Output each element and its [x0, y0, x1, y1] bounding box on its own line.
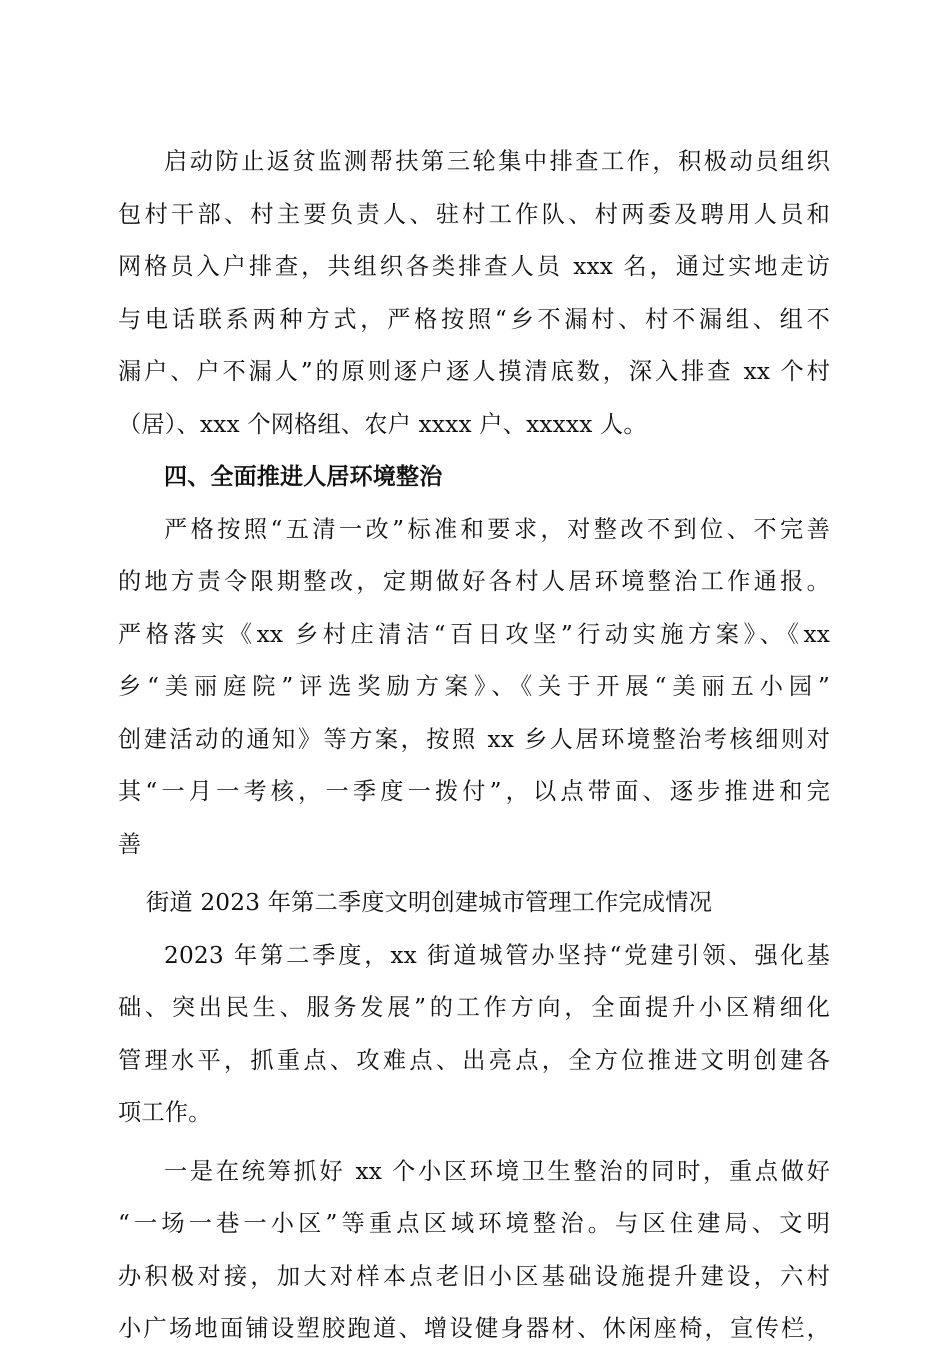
text-line: 包村干部、村主要负责人、驻村工作队、村两委及聘用人员和	[118, 200, 830, 228]
document-body	[118, 136, 830, 1356]
text-line: 办积极对接，加大对样本点老旧小区基础设施提升建设，六村	[118, 1262, 830, 1290]
text-line: 其“一月一考核，一季度一拨付”，以点带面、逐步推进和完	[118, 778, 830, 805]
text-line: 与电话联系两种方式，严格按照“乡不漏村、村不漏组、组不	[118, 305, 830, 333]
text-line: 善	[118, 830, 142, 858]
text-line: 严格落实《xx 乡村庄清洁“百日攻坚”行动实施方案》、《xx	[118, 620, 830, 648]
text-line: 网格员入户排查，共组织各类排查人员 xxx 名，通过实地走访	[118, 253, 830, 280]
paragraph-quarter-summary	[118, 930, 830, 1140]
text-line: 项工作。	[118, 1099, 212, 1126]
text-line: 启动防止返贫监测帮扶第三轮集中排查工作，积极动员组织	[164, 148, 830, 175]
text-line: 础、突出民生、服务发展”的工作方向，全面提升小区精细化	[118, 994, 830, 1021]
paragraph-poverty-monitoring	[118, 136, 830, 451]
text-line: 管理水平，抓重点、攻难点、出亮点，全方位推进文明创建各	[118, 1046, 830, 1074]
paragraph-environment-rectification	[118, 504, 830, 872]
section-heading: 四、全面推进人居环境整治	[164, 464, 443, 490]
text-line: 创建活动的通知》等方案，按照 xx 乡人居环境整治考核细则对	[118, 725, 830, 753]
text-line: 严格按照“五清一改”标准和要求，对整改不到位、不完善	[164, 515, 830, 543]
text-line: （居）、xxx 个网格组、农户 xxxx 户、xxxxx 人。	[118, 410, 647, 438]
text-line: 小广场地面铺设塑胶跑道、增设健身器材、休闲座椅，宣传栏，	[118, 1315, 830, 1342]
text-line: 2023 年第二季度，xx 街道城管办坚持“党建引领、强化基	[164, 941, 830, 969]
document-subtitle: 街道 2023 年第二季度文明创建城市管理工作完成情况	[146, 889, 713, 916]
paragraph-key-areas	[118, 1146, 830, 1356]
text-line: “一场一巷一小区”等重点区域环境整治。与区住建局、文明	[118, 1210, 830, 1237]
text-line: 的地方责令限期整改，定期做好各村人居环境整治工作通报。	[118, 568, 830, 595]
text-line: 漏户、户不漏人”的原则逐户逐人摸清底数，深入排查 xx 个村	[118, 358, 830, 385]
text-line: 一是在统筹抓好 xx 个小区环境卫生整治的同时，重点做好	[164, 1157, 830, 1185]
text-line: 乡“美丽庭院”评选奖励方案》、《关于开展“美丽五小园”	[118, 673, 830, 700]
